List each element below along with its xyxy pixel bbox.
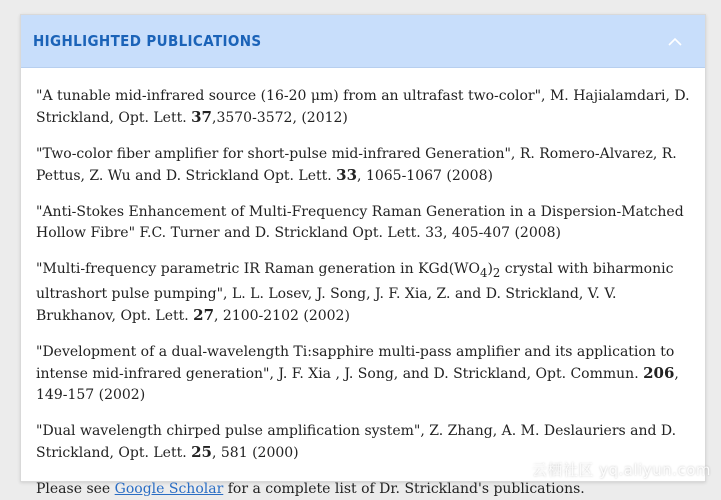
scholar-note: Please see Google Scholar for a complete list of Dr. Strickland's publications.: [36, 480, 585, 497]
volume-number: 206: [643, 363, 675, 382]
publication-item: "Dual wavelength chirped pulse amplification system", Z. Zhang, A. M. Deslauriers and D. Strickland, Opt. Lett. 25, 581 (2000): [36, 422, 677, 461]
panel-body: [21, 68, 705, 500]
publications-panel: [20, 14, 706, 497]
publication-item: "Two-color fiber amplifier for short-pulse mid-infrared Generation", R. Romero-Alvarez, R. Pettus, Z. Wu and D. Strickland Opt. Lett. 33, 1065-1067 (2008): [36, 146, 677, 184]
volume-number: 37: [191, 108, 212, 126]
volume-number: 27: [193, 305, 215, 324]
publication-item: "Anti-Stokes Enhancement of Multi-Frequency Raman Generation in a Dispersion-Matched Hollow Fibre" F.C. Turner and D. Strickland Opt. Lett. 33, 405-407 (2008): [36, 204, 684, 241]
chevron-up-icon: [668, 37, 682, 46]
panel-header[interactable]: [21, 15, 705, 68]
publication-item: "Development of a dual-wavelength Ti:sapphire multi-pass amplifier and its application to intense mid-infrared generation", J. F. Xia , J. Song, and D. Strickland, Opt. Commun. 206, 149-157 (2002): [36, 343, 679, 403]
panel-title: HIGHLIGHTED PUBLICATIONS: [33, 32, 262, 50]
google-scholar-link[interactable]: Google Scholar: [114, 480, 224, 497]
volume-number: 33: [336, 166, 358, 184]
watermark: 云栖社区 yq.aliyun.com: [531, 461, 711, 479]
publication-item: "Multi-frequency parametric IR Raman generation in $KGd(WO_4)_2$ crystal with biharmonic ultrashort pulse pumping", L. L. Losev, J. Song, J. F. Xia, Z. and D. Strickland, V. V. Brukhanov, Opt. Lett. 27, 2100-2102 (2002): [36, 261, 674, 324]
volume-number: 25: [191, 442, 212, 461]
publication-item: "A tunable mid-infrared source (16-20 μm) from an ultrafast two-color", M. Hajialamdari, D. Strickland, Opt. Lett. 37,3570-3572, (2012): [36, 88, 690, 126]
collapse-button[interactable]: [665, 31, 685, 51]
